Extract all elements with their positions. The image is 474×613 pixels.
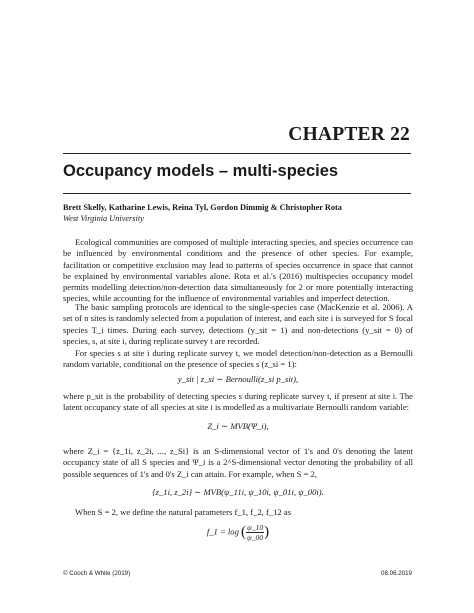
left-paren: ( [241,524,247,540]
title-rule [63,193,411,194]
equation-mvb: Z_i ∼ MVB(Ψ_i), [207,421,269,431]
paragraph-sampling: The basic sampling protocols are identical to the single-species case (MacKenzie et al. 2006). A set of n sites is randomly selected from a population of interest, and each site i is surveyed for S focal species T_i times. During each survey, detections (y_sit = 1) and non-detections (y_sit = 0) of species, s, at site i, during replicate survey t are recorded. [63,302,413,346]
footer-date: 08.06.2019 [381,570,412,577]
chapter-heading: CHAPTER 22 [288,124,410,145]
top-rule [63,153,411,154]
footer-copyright: © Cooch & White (2019) [63,570,131,577]
chapter-title: Occupancy models – multi-species [63,162,339,180]
author-list: Brett Skelly, Katharine Lewis, Reina Tyl, Gordon Dimmig & Christopher Rota [63,203,342,212]
paragraph-vector-definition: where Z_i = {z_1i, z_2i, ..., z_Si} is an S-dimensional vector of 1's and 0's denoting the latent occupancy state of all S species and Ψ_i is a 2^S-dimensional vector denoting the probability of all possible sequences of 1's and 0's Z_i can attain. For example, when S = 2, [63,446,413,479]
equation-lhs: f_1 = log [206,526,239,537]
equation-natural-parameter [63,523,413,542]
fraction-numerator: ψ_10 [247,523,264,532]
equation-two-species: {z_1i, z_2i} ∼ MVB(ψ_11i, ψ_10i, ψ_01i, ψ_00i). [152,487,324,497]
fraction-denominator: ψ_00 [247,533,264,542]
equation-bernoulli: y_sit | z_si ∼ Bernoulli(z_si p_sit), [177,374,299,384]
affiliation: West Virginia University [63,214,144,223]
paragraph-natural-parameters: When S = 2, we define the natural parameters f_1, f_2, f_12 as [75,507,292,517]
fraction [246,523,264,542]
paragraph-detection-model: For species s at site i during replicate survey t, we model detection/non-detection as a Bernoulli random variable, conditional on the presence of species s (z_si = 1): [63,348,413,370]
paragraph-latent-state: where p_sit is the probability of detecting species s during replicate survey t, if present at site i. The latent occupancy state of all species at site i is modelled as a multivariate Bernoulli random variable: [63,391,413,413]
right-paren: ) [264,524,270,540]
paragraph-intro: Ecological communities are composed of multiple interacting species, and species occurrence can be influenced by environmental conditions and the presence of other species. For example, facilitation or competitive exclusion may lead to patterns of species occurrence in space that cannot be explained by environmental variables alone. Rota et al.'s (2016) multispecies occupancy model permits modelling detection/non-detection data simultaneously for 2 or more potentially interacting species, while accounting for the influence of environmental variables and imperfect detection. [63,237,413,304]
